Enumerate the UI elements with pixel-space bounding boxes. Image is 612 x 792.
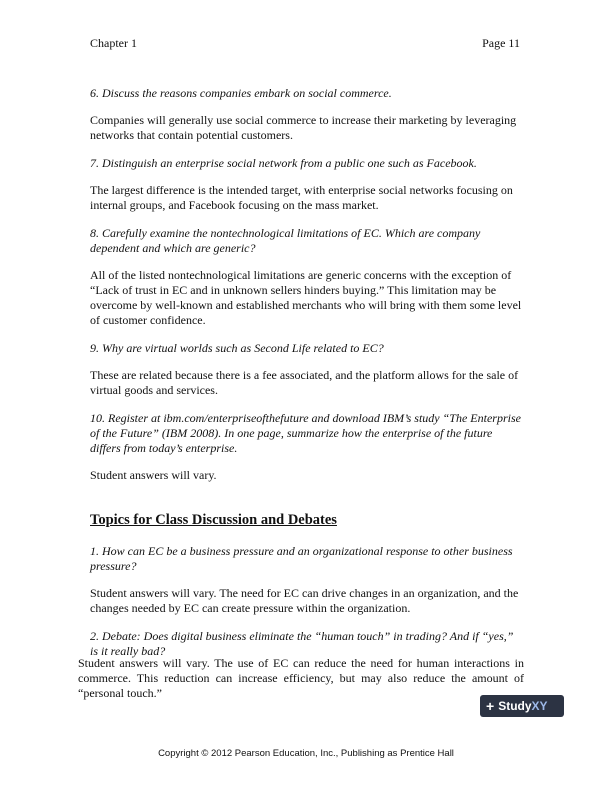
answer-7: The largest difference is the intended target, with enterprise social networks focusing on internal groups, and Facebook focusing on the mass market. bbox=[90, 183, 513, 212]
discussion-answer-2: Student answers will vary. The use of EC can reduce the need for human interactions in commerce. This reduction can increase efficiency, but may also reduce the amount of “personal touch.” bbox=[78, 656, 524, 700]
question-6: 6. Discuss the reasons companies embark on social commerce. bbox=[90, 86, 392, 100]
discussion-question-2: 2. Debate: Does digital business eliminate the “human touch” in trading? And if “yes,” is it really bad? bbox=[90, 629, 514, 658]
answer-6: Companies will generally use social commerce to increase their marketing by leveraging networks that contain potential customers. bbox=[90, 113, 517, 142]
question-7: 7. Distinguish an enterprise social network from a public one such as Facebook. bbox=[90, 156, 477, 170]
discussion-question-1: 1. How can EC be a business pressure and an organizational response to other business pressure? bbox=[90, 544, 513, 573]
question-9: 9. Why are virtual worlds such as Second Life related to EC? bbox=[90, 341, 384, 355]
footer-copyright: Copyright © 2012 Pearson Education, Inc., Publishing as Prentice Hall bbox=[158, 748, 454, 759]
question-10: 10. Register at ibm.com/enterpriseofthefuture and download IBM’s study “The Enterprise of the Future” (IBM 2008). In one page, summarize how the enterprise of the future differs from today’s enterprise. bbox=[90, 411, 521, 455]
studyxy-logo bbox=[480, 695, 564, 717]
answer-9: These are related because there is a fee associated, and the platform allows for the sale of virtual goods and services. bbox=[90, 368, 519, 397]
question-8: 8. Carefully examine the nontechnological limitations of EC. Which are company dependent and which are generic? bbox=[90, 226, 481, 255]
document-body bbox=[90, 86, 522, 671]
plus-icon: + bbox=[486, 698, 495, 714]
section-heading: Topics for Class Discussion and Debates bbox=[90, 512, 337, 528]
header-page-number: Page 11 bbox=[482, 36, 520, 50]
answer-10: Student answers will vary. bbox=[90, 468, 217, 482]
answer-8: All of the listed nontechnological limitations are generic concerns with the exception of “Lack of trust in EC and in unknown sellers hinders buying.” This limitation may be overcome by well-known and established merchants who will bring with them some level of customer confidence. bbox=[90, 268, 522, 327]
logo-text-accent: XY bbox=[531, 699, 548, 713]
header-chapter: Chapter 1 bbox=[90, 36, 137, 50]
logo-text-main: Study bbox=[498, 699, 532, 713]
discussion-answer-1: Student answers will vary. The need for EC can drive changes in an organization, and the changes needed by EC can create pressure within the organization. bbox=[90, 586, 519, 615]
